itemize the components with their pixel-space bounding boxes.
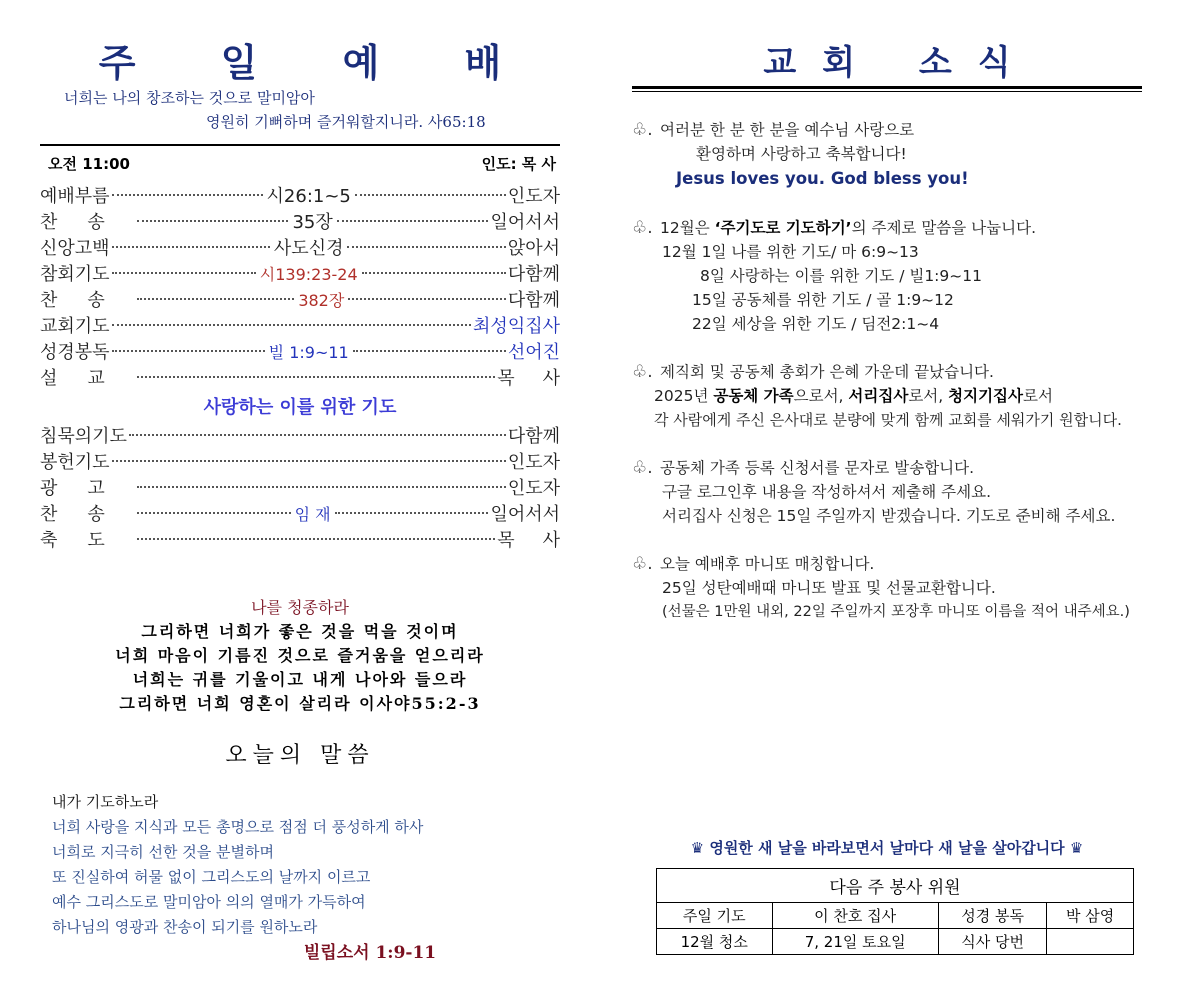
news-item: [632, 360, 1142, 432]
scripture-poem: [40, 596, 560, 716]
table-row: [657, 929, 1134, 955]
leader-dots: [347, 246, 505, 248]
order-label: 찬송: [40, 290, 135, 311]
table-title: 다음 주 봉사 위원: [657, 869, 1134, 903]
order-person: 인도자: [507, 452, 560, 473]
order-row: [40, 236, 560, 262]
table-cell: 이 찬호 집사: [772, 903, 938, 929]
order-detail: 382장: [298, 291, 345, 310]
order-row: [40, 288, 560, 314]
leader-dots: [137, 512, 291, 514]
order-person: 선어진: [507, 342, 561, 363]
leader-dots: [112, 324, 471, 326]
table-cell: 주일 기도: [657, 903, 773, 929]
news-text: 12월은 ‘주기도로 기도하기’의 주제로 말씀을 나눕니다.: [660, 219, 1036, 237]
news-text: 환영하며 사랑하고 축복합니다!: [696, 145, 907, 163]
word-line: 또 진실하여 허물 없이 그리스도의 날까지 이르고: [52, 868, 371, 886]
poem-line: 너희는 귀를 기울이고 내게 나아와 들으라: [132, 670, 468, 689]
table-cell: 12월 청소: [657, 929, 773, 955]
table-row: [657, 903, 1134, 929]
order-label: 찬송: [40, 212, 135, 233]
worship-title: 주 일 예 배: [98, 40, 538, 85]
word-line: 하나님의 영광과 찬송이 되기를 원하노라: [52, 918, 318, 936]
order-label: 성경봉독: [40, 342, 110, 363]
order-row: [40, 314, 560, 340]
news-text: 2025년 공동체 가족으로서, 서리집사로서, 청지기집사로서: [654, 387, 1053, 405]
service-volunteer-table: [656, 868, 1134, 955]
order-label: 봉헌기도: [40, 452, 110, 473]
leader-dots: [112, 460, 506, 462]
service-time: 오전 11:00: [48, 155, 130, 173]
leader-dots: [362, 272, 506, 274]
prayer-theme: ‘주기도로 기도하기’: [714, 219, 852, 237]
leader-dots: [335, 512, 489, 514]
leader-dots: [137, 298, 295, 300]
order-label: 참회기도: [40, 264, 110, 285]
word-line: 너희로 지극히 선한 것을 분별하며: [52, 843, 274, 861]
clover-icon: ♧.: [632, 218, 653, 238]
order-row: [40, 424, 560, 450]
news-text: 여러분 한 분 한 분을 예수님 사랑으로: [660, 121, 915, 139]
word-line: 내가 기도하노라: [52, 793, 159, 811]
news-list: [632, 118, 1142, 624]
word-line: 너희 사랑을 지식과 모든 총명으로 점점 더 풍성하게 하사: [52, 818, 424, 836]
order-person: 앉아서: [507, 238, 561, 259]
order-detail: 35장: [292, 212, 333, 233]
church-news-page: [632, 40, 1142, 951]
order-person: 목사: [497, 368, 588, 389]
week-line: 12월 1일 나를 위한 기도/ 마 6:9~13: [662, 243, 919, 261]
clover-icon: ♧.: [632, 120, 653, 140]
leader-dots: [129, 434, 506, 436]
word-line: 예수 그리스도로 말미암아 의의 열매가 가득하여: [52, 893, 366, 911]
order-label: 광고: [40, 478, 135, 499]
table-cell: 7, 21일 토요일: [772, 929, 938, 955]
leader-dots: [348, 298, 506, 300]
news-title: 교회 소식: [763, 43, 1037, 83]
table-cell: [1047, 929, 1134, 955]
order-person: 다함께: [507, 290, 561, 311]
order-detail: 임 재: [294, 505, 331, 524]
verse-line-2: 영원히 기뻐하며 즐거워할지니라. 사65:18: [206, 113, 486, 131]
sermon-title: 사랑하는 이를 위한 기도: [203, 397, 397, 418]
news-item: [632, 118, 1142, 192]
poem-title: 나를 청종하라: [251, 598, 349, 617]
leader-dots: [137, 538, 495, 540]
leader-dots: [112, 246, 270, 248]
order-person: 다함께: [507, 426, 560, 447]
order-person: 목사: [497, 530, 588, 551]
news-item: [632, 552, 1142, 624]
order-row: [40, 340, 560, 366]
poem-line: 그리하면 너희가 좋은 것을 먹을 것이며: [141, 622, 459, 641]
news-text: 25일 성탄예배때 마니또 발표 및 선물교환합니다.: [662, 579, 996, 597]
order-detail: 사도신경: [273, 238, 344, 259]
news-text: (선물은 1만원 내외, 22일 주일까지 포장후 마니또 이름을 적어 내주세요.): [662, 604, 1130, 620]
todays-word-title: 오늘의 말씀: [225, 743, 375, 768]
leader-dots: [112, 350, 265, 352]
leader-dots: [112, 272, 256, 274]
motto-text: 영원한 새 날을 바라보면서 날마다 새 날을 살아갑니다: [709, 839, 1065, 857]
news-english: Jesus loves you. God bless you!: [676, 169, 969, 188]
news-text: 제직회 및 공동체 총회가 은혜 가운데 끝났습니다.: [660, 363, 994, 381]
order-person: 일어서서: [490, 504, 560, 525]
leader-dots: [137, 376, 495, 378]
todays-word-body: [52, 790, 560, 940]
title-divider: [40, 144, 560, 146]
order-detail: 빌 1:9~11: [268, 343, 349, 362]
news-text: 각 사람에게 주신 은사대로 분량에 맞게 함께 교회를 세워가기 원합니다.: [654, 411, 1122, 429]
crown-icon: ♛: [1069, 839, 1084, 857]
worship-order-page: [40, 40, 588, 966]
table-cell: 식사 당번: [938, 929, 1047, 955]
service-leader: 인도: 목 사: [481, 155, 556, 173]
order-person: 인도자: [507, 478, 560, 499]
order-detail: 시139:23-24: [259, 265, 358, 284]
order-label: 예배부름: [40, 186, 110, 207]
leader-dots: [353, 350, 506, 352]
order-row: [40, 502, 560, 528]
order-label: 교회기도: [40, 316, 110, 337]
order-row: [40, 184, 560, 210]
news-item: [632, 456, 1142, 528]
order-label: 축도: [40, 530, 135, 551]
order-person: 최성익집사: [473, 316, 560, 337]
table-cell: 성경 봉독: [938, 903, 1047, 929]
news-text: 공동체 가족 등록 신청서를 문자로 발송합니다.: [660, 459, 975, 477]
week-line: 22일 세상을 위한 기도 / 딤전2:1~4: [692, 315, 940, 333]
crown-icon: ♛: [690, 839, 705, 857]
order-person: 다함께: [507, 264, 560, 285]
order-label: 설교: [40, 368, 135, 389]
word-reference: 빌립소서 1:9-11: [303, 943, 437, 963]
news-text: 서리집사 신청은 15일 주일까지 받겠습니다. 기도로 준비해 주세요.: [662, 507, 1116, 525]
leader-dots: [337, 220, 489, 222]
order-person: 일어서서: [490, 212, 561, 233]
week-line: 8일 사랑하는 이를 위한 기도 / 빌1:9~11: [700, 267, 982, 285]
order-person: 인도자: [507, 186, 561, 207]
clover-icon: ♧.: [632, 458, 653, 478]
poem-line: 그리하면 너희 영혼이 살리라 이사야55:2-3: [119, 694, 481, 713]
clover-icon: ♧.: [632, 362, 653, 382]
table-cell: 박 삼영: [1047, 903, 1134, 929]
service-info: [40, 154, 560, 174]
news-text: 오늘 예배후 마니또 매칭합니다.: [660, 555, 875, 573]
order-row: [40, 210, 560, 236]
order-row: [40, 366, 588, 392]
order-row: [40, 450, 560, 476]
news-item: [632, 216, 1142, 336]
motto: [632, 836, 1142, 860]
leader-dots: [355, 194, 506, 196]
clover-icon: ♧.: [632, 554, 653, 574]
leader-dots: [137, 220, 289, 222]
order-row: [40, 262, 560, 288]
order-label: 찬송: [40, 504, 135, 525]
order-of-service: [40, 184, 588, 554]
news-divider: [632, 86, 1142, 92]
order-row: [40, 528, 588, 554]
news-text: 구글 로그인후 내용을 작성하셔서 제출해 주세요.: [662, 483, 992, 501]
leader-dots: [112, 194, 263, 196]
order-row: [40, 476, 560, 502]
leader-dots: [137, 486, 506, 488]
order-label: 침묵의기도: [40, 426, 127, 447]
order-label: 신앙고백: [40, 238, 110, 259]
poem-line: 너희 마음이 기름진 것으로 즐거움을 얻으리라: [115, 646, 485, 665]
order-detail: 시26:1~5: [266, 186, 351, 207]
verse-line-1: 너희는 나의 창조하는 것으로 말미암아: [64, 89, 315, 107]
week-line: 15일 공동체를 위한 기도 / 골 1:9~12: [692, 291, 954, 309]
